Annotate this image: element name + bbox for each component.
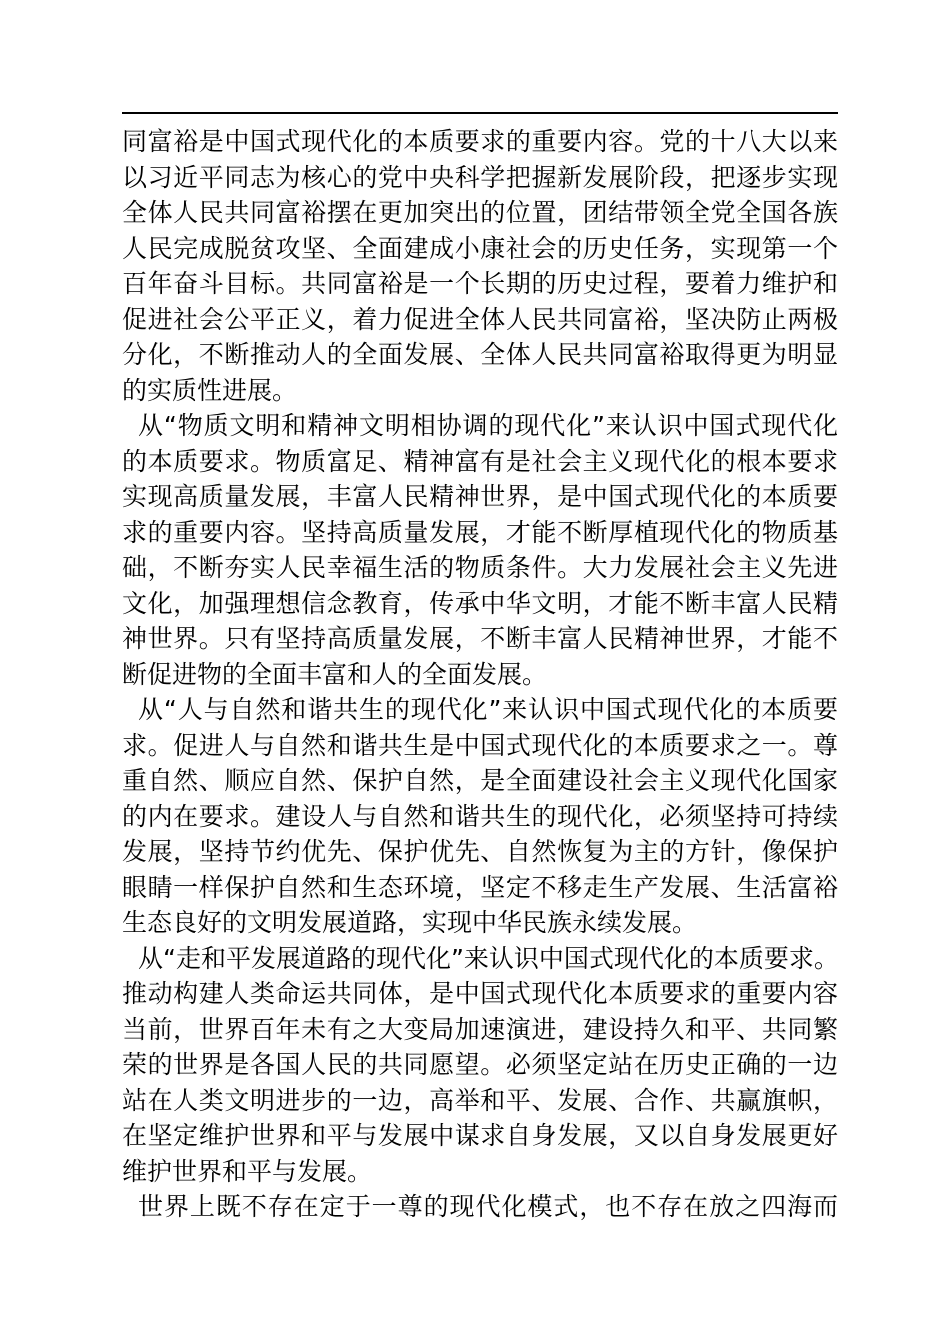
text-line: 促进社会公平正义，着力促进全体人民共同富裕，坚决防止两极 bbox=[122, 304, 838, 334]
paragraph-modernization-models bbox=[122, 1189, 838, 1225]
text-line: 当前，世界百年未有之大变局加速演进，建设持久和平、共同繁 bbox=[122, 1014, 838, 1044]
text-line: 的实质性进展。 bbox=[122, 375, 298, 405]
text-line: 在坚定维护世界和平与发展中谋求自身发展，又以自身发展更好 bbox=[122, 1121, 838, 1150]
text-line: 眼睛一样保护自然和生态环境，坚定不移走生产发展、生活富裕 bbox=[122, 872, 838, 902]
body-text bbox=[122, 124, 838, 1225]
text-line: 求的重要内容。坚持高质量发展，才能不断厚植现代化的物质基 bbox=[122, 517, 838, 547]
text-line: 文化，加强理想信念教育，传承中华文明，才能不断丰富人民精 bbox=[122, 588, 838, 618]
text-line: 同富裕是中国式现代化的本质要求的重要内容。党的十八大以来 bbox=[122, 127, 838, 156]
text-line: 从“走和平发展道路的现代化”来认识中国式现代化的本质要求。 bbox=[138, 943, 839, 973]
paragraph-peaceful-development bbox=[122, 941, 838, 1190]
text-line: 神世界。只有坚持高质量发展，不断丰富人民精神世界，才能不 bbox=[122, 624, 838, 653]
text-line: 从“物质文明和精神文明相协调的现代化”来认识中国式现代化 bbox=[138, 411, 838, 440]
text-line: 求。促进人与自然和谐共生是中国式现代化的本质要求之一。尊 bbox=[122, 730, 838, 760]
paragraph-common-prosperity bbox=[122, 124, 838, 408]
text-line: 维护世界和平与发展。 bbox=[122, 1156, 373, 1186]
paragraph-material-spiritual bbox=[122, 408, 838, 692]
text-line: 分化，不断推动人的全面发展、全体人民共同富裕取得更为明显 bbox=[122, 340, 838, 369]
text-line: 实现高质量发展，丰富人民精神世界，是中国式现代化的本质要 bbox=[122, 482, 838, 511]
text-line: 断促进物的全面丰富和人的全面发展。 bbox=[122, 659, 548, 689]
text-line: 的内在要求。建设人与自然和谐共生的现代化，必须坚持可持续 bbox=[122, 801, 838, 831]
text-line: 推动构建人类命运共同体，是中国式现代化本质要求的重要内容 bbox=[122, 979, 838, 1008]
text-line: 人民完成脱贫攻坚、全面建成小康社会的历史任务，实现第一个 bbox=[122, 233, 838, 263]
text-line: 重自然、顺应自然、保护自然，是全面建设社会主义现代化国家 bbox=[122, 766, 838, 795]
text-line: 全体人民共同富裕摆在更加突出的位置，团结带领全党全国各族 bbox=[122, 198, 838, 227]
text-line: 站在人类文明进步的一边，高举和平、发展、合作、共赢旗帜， bbox=[122, 1085, 838, 1115]
text-line: 发展，坚持节约优先、保护优先、自然恢复为主的方针，像保护 bbox=[122, 837, 838, 866]
text-line: 的本质要求。物质富足、精神富有是社会主义现代化的根本要求 bbox=[122, 446, 838, 476]
text-line: 荣的世界是各国人民的共同愿望。必须坚定站在历史正确的一边 bbox=[122, 1050, 838, 1079]
text-line: 生态良好的文明发展道路，实现中华民族永续发展。 bbox=[122, 908, 698, 937]
text-line: 从“人与自然和谐共生的现代化”来认识中国式现代化的本质要 bbox=[138, 695, 838, 724]
text-line: 以习近平同志为核心的党中央科学把握新发展阶段，把逐步实现 bbox=[122, 162, 838, 192]
paragraph-harmony-nature bbox=[122, 692, 838, 941]
text-line: 世界上既不存在定于一尊的现代化模式，也不存在放之四海而 bbox=[138, 1192, 838, 1221]
text-line: 础，不断夯实人民幸福生活的物质条件。大力发展社会主义先进 bbox=[122, 553, 838, 582]
header-rule bbox=[122, 112, 838, 114]
text-line: 百年奋斗目标。共同富裕是一个长期的历史过程，要着力维护和 bbox=[122, 269, 838, 298]
